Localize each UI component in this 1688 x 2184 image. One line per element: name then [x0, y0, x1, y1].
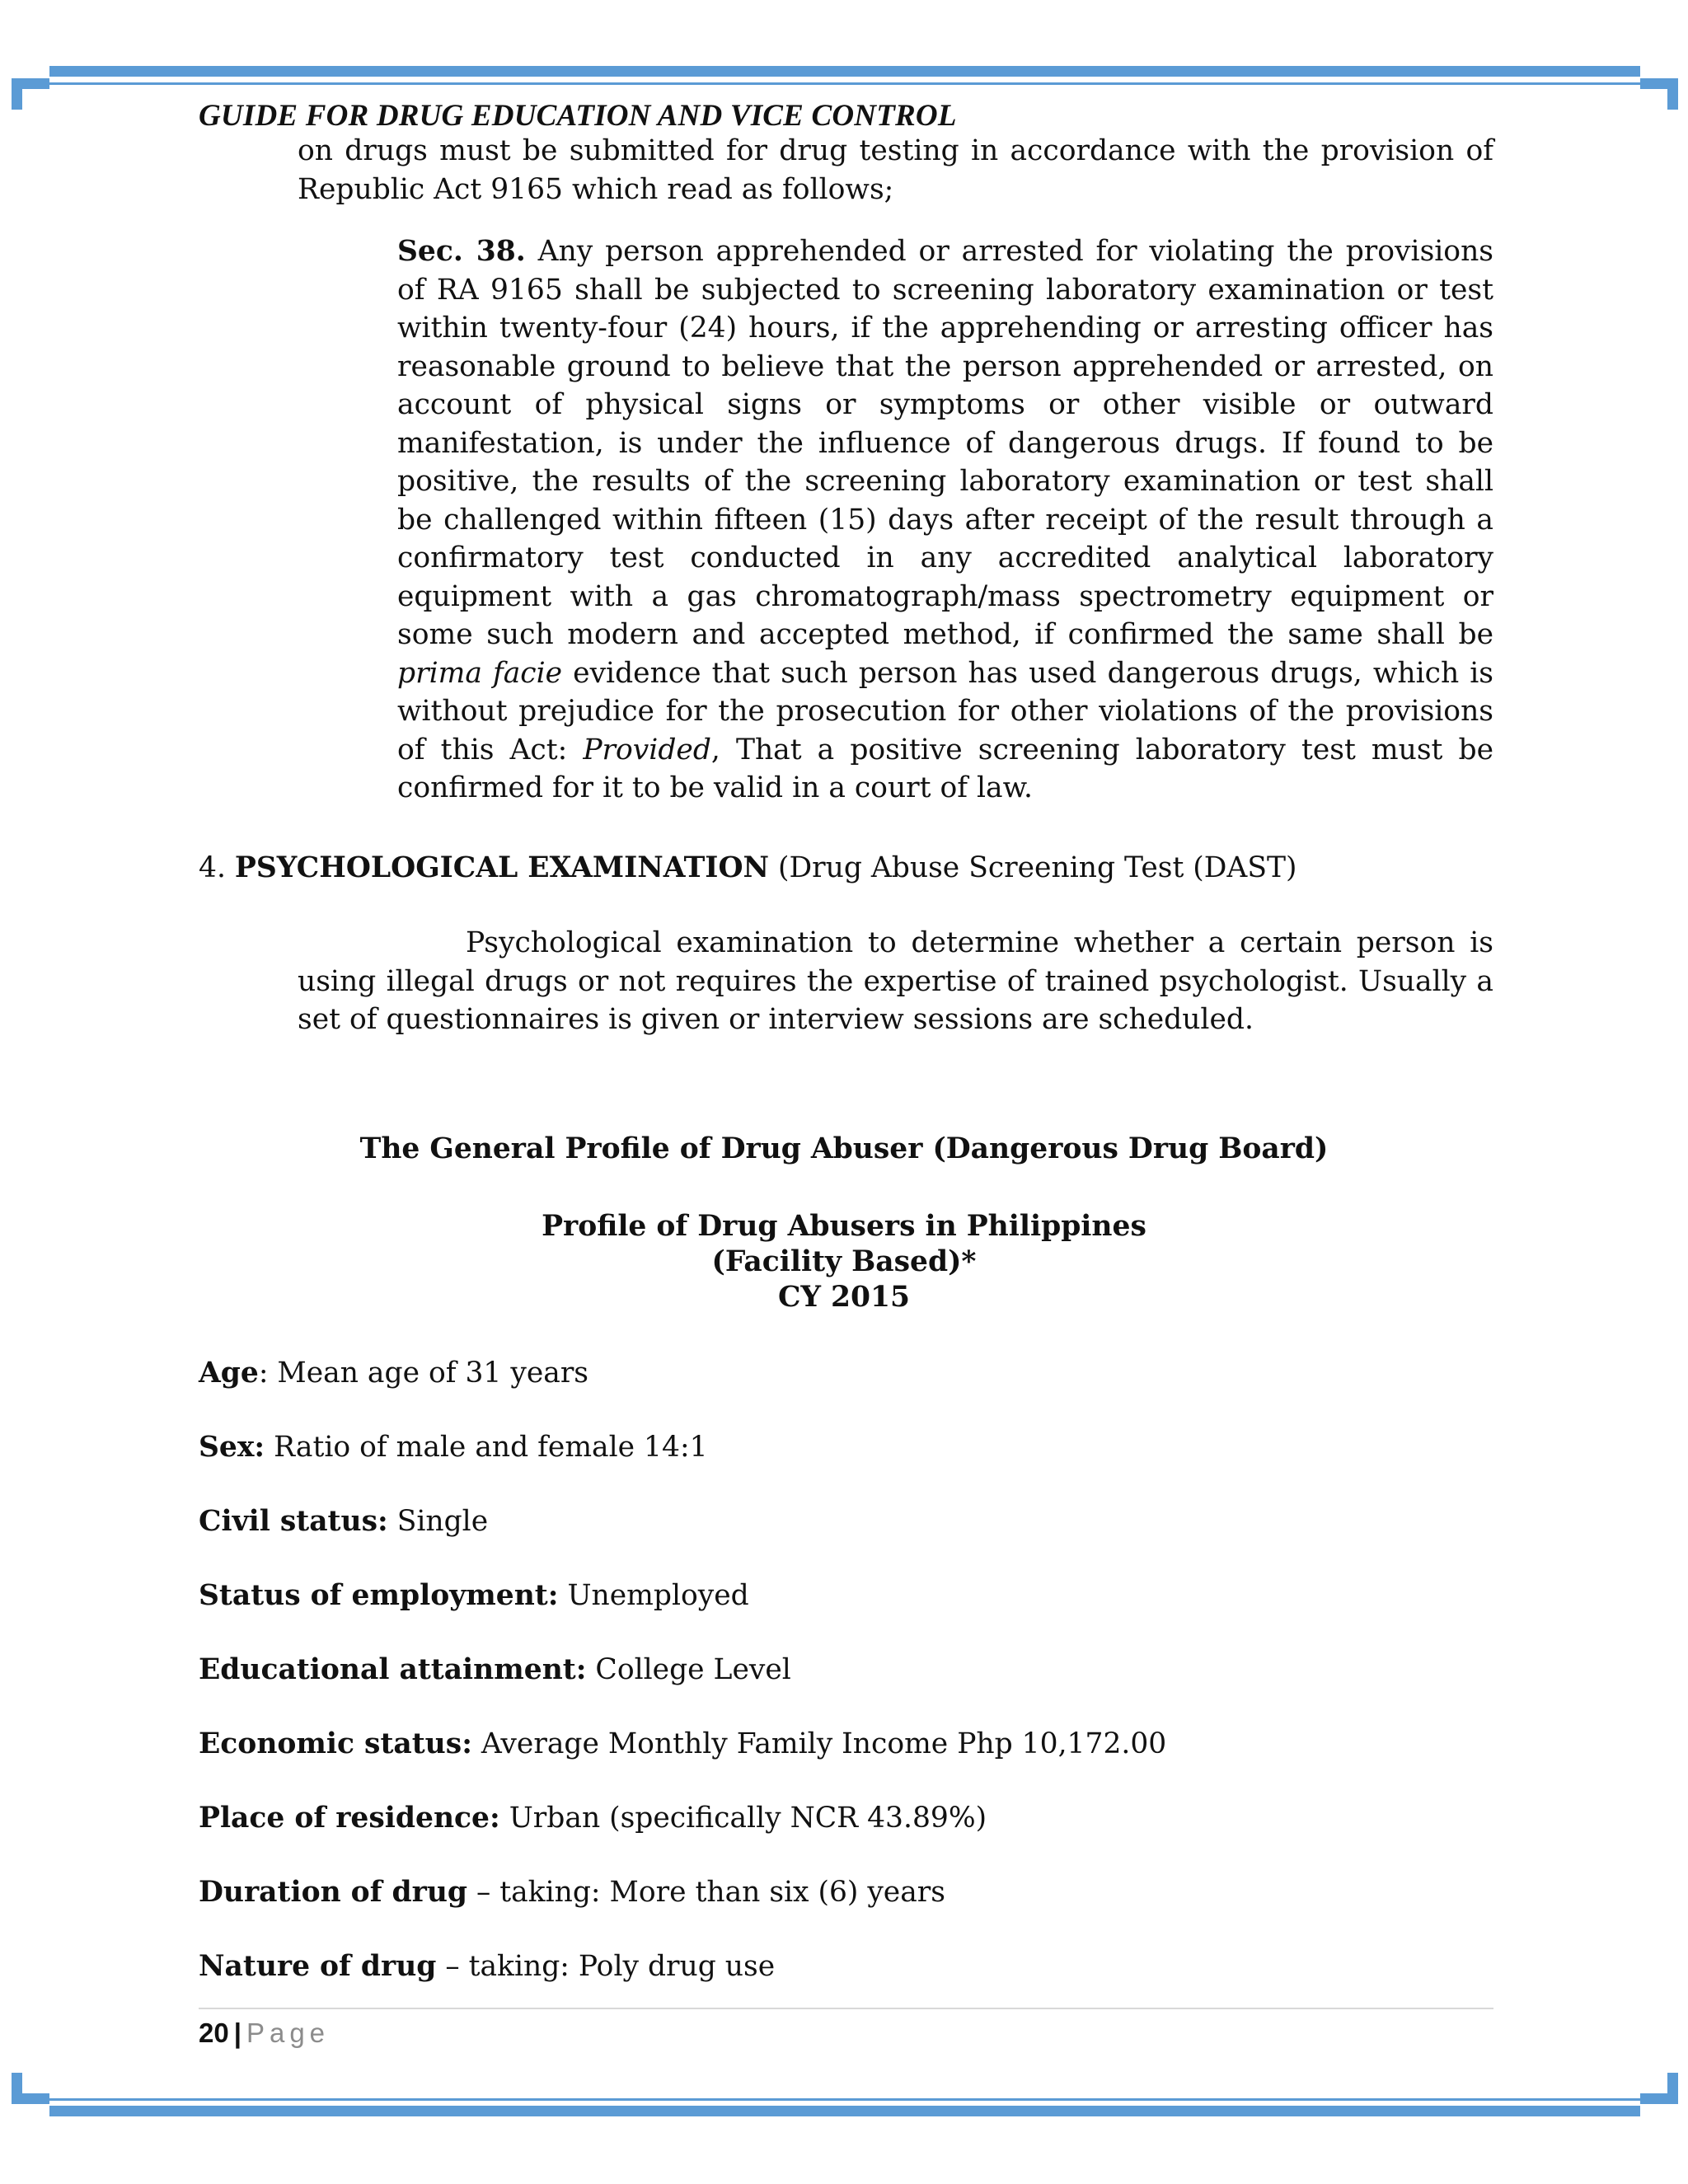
- profile-subtitle-line-1: Profile of Drug Abusers in Philippines: [542, 1210, 1146, 1243]
- profile-item-label: Civil status:: [199, 1505, 388, 1538]
- section-38-italic-1: prima facie: [397, 656, 563, 690]
- profile-item-label: Status of employment:: [199, 1579, 559, 1612]
- profile-item-employment: [199, 1577, 749, 1615]
- page-label: Page: [246, 2018, 331, 2048]
- top-right-corner-drop: [1667, 78, 1678, 110]
- item-4-title: PSYCHOLOGICAL EXAMINATION: [234, 851, 770, 884]
- profile-item-civil-status: [199, 1502, 488, 1540]
- profile-item-value: – taking: Poly drug use: [436, 1950, 776, 1983]
- profile-item-value: Unemployed: [558, 1579, 749, 1612]
- section-38-italic-2: Provided: [583, 733, 711, 766]
- profile-item-label: Nature of drug: [199, 1950, 437, 1983]
- profile-item-value: Urban (specifically NCR 43.89%): [499, 1802, 987, 1835]
- profile-subtitle: [0, 1209, 1688, 1315]
- profile-item-value: Ratio of male and female 14:1: [265, 1431, 708, 1464]
- item-4-subtitle: (Drug Abuse Screening Test (DAST): [769, 851, 1297, 884]
- footer-rule: [199, 2008, 1493, 2009]
- bottom-right-corner-rise: [1667, 2073, 1678, 2104]
- profile-item-label: Sex:: [199, 1431, 265, 1464]
- page-number: 20: [199, 2018, 229, 2048]
- intro-paragraph: [298, 132, 1493, 209]
- profile-item-nature: [199, 1947, 775, 1985]
- profile-item-education: [199, 1651, 791, 1689]
- item-4-number: 4.: [199, 851, 235, 884]
- section-38-text-1: Any person apprehended or arrested for violating the provisions of RA 9165 shall be subjected to screening laboratory examination or test within twenty-four (24) hours, if the apprehending or arresting officer has reasonable ground to believe that the person apprehended or arrested, on account of physical signs or symptoms or other visible or outward manifestation, is under the influence of dangerous drugs. If found to be positive, the results of the screening laboratory examination or test shall be challenged within fifteen (15) days after receipt of the result through a confirmatory test conducted in any accredited analytical laboratory equipment with a gas chromatograph/mass spectrometry equipment or some such modern and accepted method, if confirmed the same shall be: [397, 235, 1494, 651]
- profile-item-value: : Mean age of 31 years: [258, 1357, 589, 1390]
- item-4-body: [298, 924, 1493, 1039]
- profile-item-sex: [199, 1428, 708, 1466]
- profile-item-label: Duration of drug: [199, 1876, 468, 1909]
- top-frame-line: [49, 82, 1640, 85]
- bottom-frame-bar: [49, 2106, 1640, 2116]
- item-4-body-text: Psychological examination to determine whether a certain person is using illegal drugs or not requires the expertise of trained psychologist. Usually a set of questionnaires is given or interview sessions are scheduled.: [298, 926, 1493, 1036]
- profile-item-label: Place of residence:: [199, 1802, 500, 1835]
- profile-item-value: College Level: [586, 1653, 791, 1686]
- running-header: GUIDE FOR DRUG EDUCATION AND VICE CONTROL: [199, 99, 957, 133]
- section-38-text-2: evidence that such person has used dangerous drugs, which is without prejudice for the prosecution for other violations of the provisions of this Act:: [397, 656, 1493, 766]
- profile-subtitle-line-2: (Facility Based)*: [711, 1245, 977, 1278]
- profile-item-label: Educational attainment:: [199, 1653, 587, 1686]
- section-38-heading: Sec. 38.: [397, 235, 526, 268]
- bottom-left-corner-rise: [12, 2073, 22, 2104]
- profile-item-age: [199, 1354, 588, 1392]
- profile-title: The General Profile of Drug Abuser (Dangerous Drug Board): [359, 1132, 1329, 1165]
- profile-item-value: Average Monthly Family Income Php 10,172.00: [471, 1727, 1167, 1760]
- profile-subtitle-line-3: CY 2015: [777, 1281, 911, 1314]
- profile-item-economic-status: [199, 1725, 1166, 1763]
- profile-item-duration: [199, 1873, 945, 1911]
- item-4-heading: [199, 849, 1296, 887]
- section-38-text-3: , That a positive screening laboratory test must be confirmed for it to be valid in a court of law.: [397, 733, 1493, 804]
- top-left-corner-drop: [12, 78, 22, 110]
- profile-item-value: Single: [387, 1505, 489, 1538]
- profile-item-value: – taking: More than six (6) years: [467, 1876, 945, 1909]
- section-38-paragraph: [397, 232, 1493, 808]
- page-footer: [199, 2015, 330, 2051]
- bottom-frame-line: [49, 2098, 1640, 2101]
- intro-text: on drugs must be submitted for drug testing in accordance with the provision of Republic Act 9165 which read as follows;: [298, 134, 1493, 206]
- page-separator: |: [233, 2018, 241, 2048]
- profile-item-label: Economic status:: [199, 1727, 472, 1760]
- top-frame-bar: [49, 66, 1640, 77]
- profile-item-label: Age: [199, 1357, 259, 1390]
- profile-item-residence: [199, 1799, 987, 1837]
